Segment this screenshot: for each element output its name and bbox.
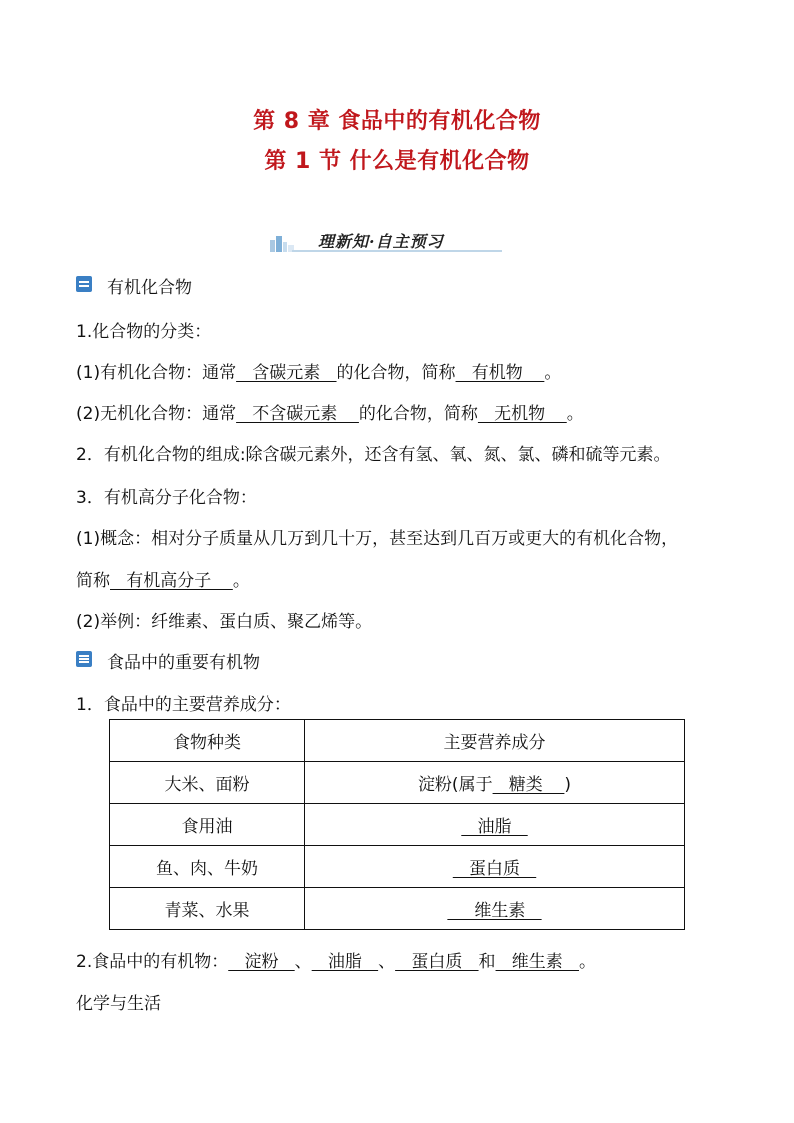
q1a-post: 。 <box>544 363 562 383</box>
q1a-mid: 的化合物，简称 <box>336 363 456 383</box>
food-q2-line <box>76 947 596 972</box>
table-header: 主要营养成分 <box>305 720 685 762</box>
answer-blank: 蛋白质 <box>452 859 537 879</box>
q1b-line <box>76 399 584 424</box>
food-cell: 青菜、水果 <box>110 888 305 930</box>
nutrient-cell <box>305 762 685 804</box>
food-cell: 鱼、肉、牛奶 <box>110 846 305 888</box>
section-heading-text: 食品中的重要有机物 <box>107 653 260 673</box>
nutrient-cell <box>305 846 685 888</box>
separator: 、 <box>294 952 312 972</box>
answer-blank: 维生素 <box>447 901 542 921</box>
table-header-row <box>110 720 685 762</box>
section-marker-icon <box>76 651 92 667</box>
nutrient-pre: 淀粉(属于 <box>417 775 493 795</box>
table-row <box>110 804 685 846</box>
section-title: 第 1 节 什么是有机化合物 <box>264 149 530 174</box>
answer-blank: 淀粉 <box>228 952 295 972</box>
table-header: 食物种类 <box>110 720 305 762</box>
nutrient-post: ) <box>564 775 572 795</box>
table-row <box>110 846 685 888</box>
answer-blank: 维生素 <box>495 952 579 972</box>
food-q1-text: 1．食品中的主要营养成分： <box>76 695 291 715</box>
answer-blank: 油脂 <box>311 952 379 972</box>
answer-blank: 有机物 <box>455 363 545 383</box>
chapter-title: 第 8 章 食品中的有机化合物 <box>253 109 541 134</box>
q3a2-pre: 简称 <box>76 571 110 591</box>
q1b-post: 。 <box>566 404 584 424</box>
q3-text: 3．有机高分子化合物： <box>76 488 257 508</box>
q3a2-post: 。 <box>232 571 250 591</box>
q2-text: 2．有机化合物的组成:除含碳元素外，还含有氢、氧、氮、氯、磷和硫等元素。 <box>76 445 671 465</box>
q1b-pre: (2)无机化合物：通常 <box>76 404 237 424</box>
answer-blank: 有机高分子 <box>110 571 233 591</box>
food-cell: 食用油 <box>110 804 305 846</box>
q3a2-line <box>76 566 250 591</box>
table-row <box>110 888 685 930</box>
answer-blank: 油脂 <box>461 817 528 837</box>
answer-blank: 不含碳元素 <box>236 404 359 424</box>
table-row <box>110 762 685 804</box>
preview-banner <box>262 226 502 256</box>
q3a-text: (1)概念：相对分子质量从几万到几十万，甚至达到几百万或更大的有机化合物， <box>76 529 679 549</box>
nutrient-cell <box>305 804 685 846</box>
answer-blank: 蛋白质 <box>395 952 479 972</box>
q1a-pre: (1)有机化合物：通常 <box>76 363 237 383</box>
banner-text: 理新知·自主预习 <box>318 232 444 251</box>
nutrient-table <box>109 719 685 930</box>
answer-blank: 含碳元素 <box>236 363 337 383</box>
section-marker-icon <box>76 276 92 292</box>
q1-text: 1.化合物的分类： <box>76 322 212 342</box>
separator: 、 <box>378 952 396 972</box>
q2-pre: 2.食品中的有机物： <box>76 952 229 972</box>
nutrient-cell <box>305 888 685 930</box>
q1b-mid: 的化合物，简称 <box>358 404 478 424</box>
section-heading-text: 有机化合物 <box>107 278 192 298</box>
separator: 和 <box>478 952 496 972</box>
q1a-line <box>76 358 561 383</box>
answer-blank: 无机物 <box>477 404 567 424</box>
food-cell: 大米、面粉 <box>110 762 305 804</box>
q2-post: 。 <box>578 952 596 972</box>
footer-text: 化学与生活 <box>76 994 161 1014</box>
q3b-text: (2)举例：纤维素、蛋白质、聚乙烯等。 <box>76 612 373 632</box>
answer-blank: 糖类 <box>492 775 565 795</box>
